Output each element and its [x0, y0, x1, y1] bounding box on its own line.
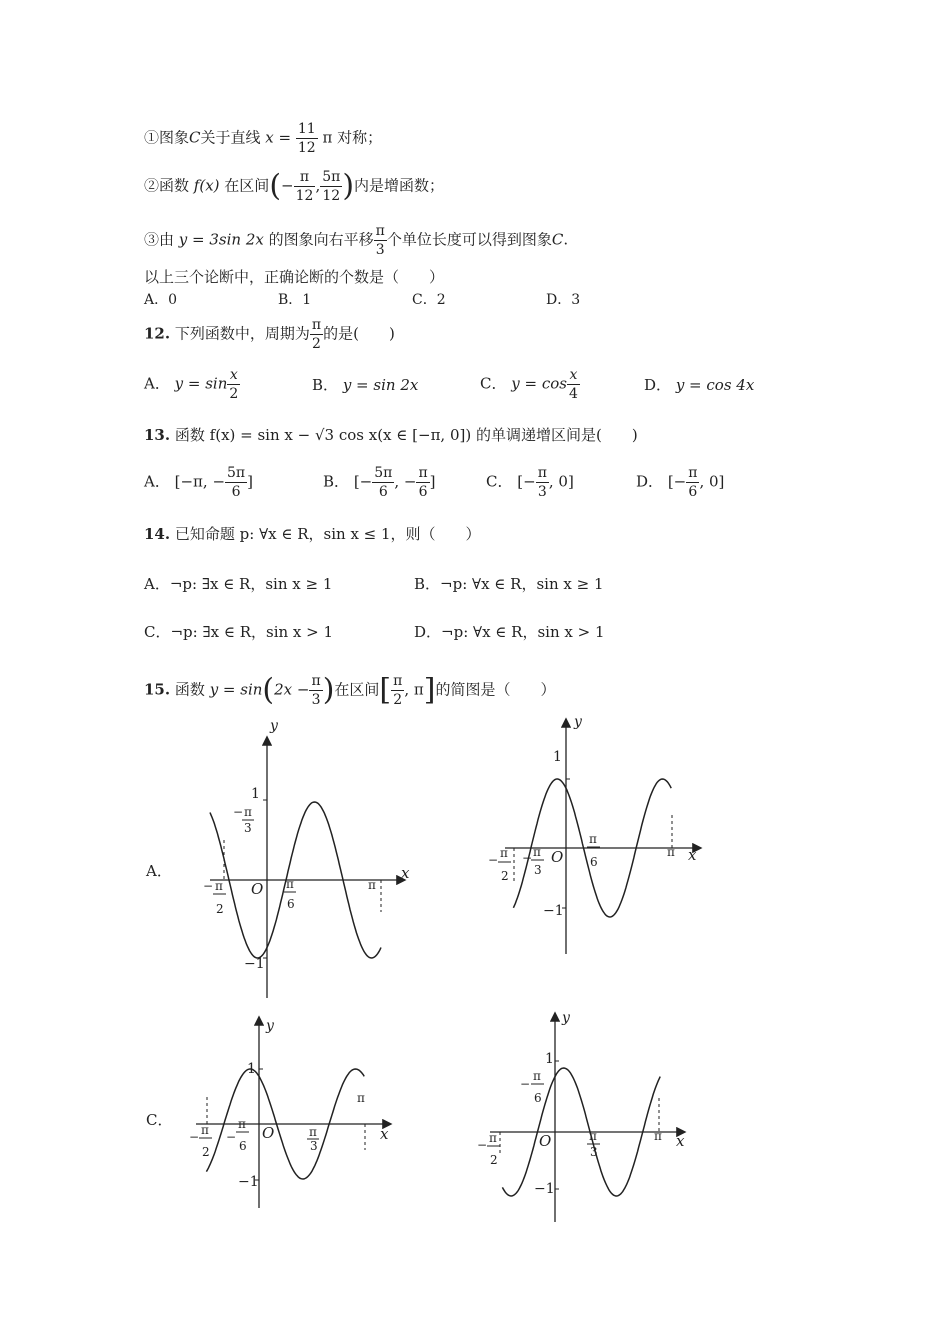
graph-b-x-label: x: [688, 846, 697, 864]
graph-c-xlab1-minus: −: [189, 1130, 200, 1144]
q15-label-c[interactable]: C．: [146, 1111, 173, 1129]
q12-option-c[interactable]: C． y = cos $\frac{x}{4}$: [480, 367, 578, 402]
graph-a-y-negone: −1: [244, 956, 265, 972]
graph-c-xlab3-pi: π: [309, 1125, 317, 1139]
graph-b-xlab2-den: 3: [534, 863, 542, 877]
q13-option-a[interactable]: A． [−π, − $\frac{5\pi}{6}$ ]: [144, 465, 253, 500]
q11-option-d[interactable]: D．3: [546, 292, 581, 308]
q14-stem: 14. 已知命题 p: ∀x ∈ R，sin x ≤ 1，则（ ）: [144, 525, 481, 543]
graph-d-xlab1-den: 2: [490, 1153, 498, 1167]
graph-b-y-label: y: [574, 714, 582, 730]
graph-c-xlab2-pi: π: [238, 1117, 246, 1131]
graph-b-xlab1-minus: −: [488, 853, 499, 867]
graph-b-origin: O: [551, 848, 564, 866]
graph-a-x-label: x: [401, 864, 410, 882]
graph-b-y-negone: −1: [543, 903, 564, 919]
graph-b-xlab2-minus: −: [522, 851, 533, 865]
graph-d-xlab1-pi: π: [489, 1131, 497, 1145]
q13-option-c[interactable]: C． [− $\frac{\pi}{3}$ , 0]: [486, 465, 574, 500]
q12-option-a[interactable]: A． y = sin $\frac{x}{2}$: [144, 367, 239, 402]
graph-d-xlab1-minus: −: [477, 1138, 488, 1152]
graph-d-xlab2-den: 3: [590, 1145, 598, 1159]
graph-c-xlab1-den: 2: [202, 1145, 210, 1159]
graph-a-ylab-pi: π: [244, 805, 252, 819]
q14-option-d[interactable]: D．¬p: ∀x ∈ R，sin x > 1: [414, 623, 605, 641]
q11-option-b[interactable]: B．1: [278, 292, 312, 308]
graph-d-ylab-pi: π: [533, 1069, 541, 1083]
graph-a-origin: O: [251, 880, 264, 898]
graph-c-xlab1-pi: π: [201, 1123, 209, 1137]
graph-d-ylab-minus: −: [520, 1077, 531, 1091]
graph-c-xlab3-den: 3: [310, 1139, 318, 1153]
q11-statement-1: ①图象C关于直线 x = $\frac{11}{12}$ π 对称；: [144, 121, 383, 156]
graph-d-origin: O: [539, 1132, 552, 1150]
graph-c-xlab2-minus: −: [226, 1130, 237, 1144]
q13-option-d[interactable]: D． [− $\frac{\pi}{6}$ , 0]: [636, 465, 725, 500]
q12-option-d[interactable]: D． y = cos 4x: [644, 376, 755, 394]
graph-d-y-negone: −1: [534, 1181, 555, 1197]
graph-d[interactable]: [477, 1010, 685, 1222]
q15-label-a[interactable]: A．: [146, 862, 172, 880]
graph-d-xlab2-pi: π: [589, 1129, 597, 1143]
graph-a[interactable]: [203, 718, 410, 998]
q14-option-b[interactable]: B．¬p: ∀x ∈ R，sin x ≥ 1: [414, 575, 604, 593]
q14-option-a[interactable]: A．¬p: ∃x ∈ R，sin x ≥ 1: [144, 575, 333, 593]
graph-c[interactable]: [189, 1018, 390, 1208]
graph-d-x-label: x: [676, 1132, 685, 1150]
q15-stem: 15. 函数 y = sin(2x − $\frac{\pi}{3}$ )在区间[ $\frac{\pi}{2}$ , π]的简图是（ ）: [144, 672, 556, 708]
graph-c-y-one: 1: [247, 1061, 256, 1077]
graph-d-y-label: y: [562, 1010, 570, 1026]
graph-a-xlab3-pi: π: [368, 878, 376, 892]
q11-option-c[interactable]: C．2: [412, 292, 446, 308]
graph-d-y-one: 1: [545, 1051, 554, 1067]
graph-c-origin: O: [262, 1124, 275, 1142]
q13-stem: 13. 函数 f(x) = sin x − √3 cos x(x ∈ [−π, 0]) 的单调递增区间是( ): [144, 426, 638, 444]
q11-statement-2: ②函数 f(x) 在区间(− $\frac{\pi}{12}$ , $\frac{5\pi}{12}$ )内是增函数；: [144, 168, 445, 204]
graph-b-xlab4-pi: π: [667, 845, 675, 859]
graph-b-xlab1-pi: π: [500, 846, 508, 860]
graph-a-xlab1-pi: π: [215, 879, 223, 893]
q13-option-b[interactable]: B． [− $\frac{5\pi}{6}$ , − $\frac{\pi}{6}$ ]: [323, 465, 436, 500]
q11-question: 以上三个论断中，正确论断的个数是（ ）: [144, 268, 445, 286]
graph-c-y-label: y: [266, 1018, 274, 1034]
q12-option-b[interactable]: B． y = sin 2x: [312, 376, 419, 394]
q12-stem: 12. 下列函数中，周期为 $\frac{\pi}{2}$ 的是( ): [144, 317, 395, 352]
graph-b-xlab3-pi: π: [589, 832, 597, 846]
graph-b[interactable]: [488, 714, 700, 954]
graph-b-xlab3-den: 6: [590, 855, 598, 869]
q11-statement-3: ③由 y = 3sin 2x 的图象向右平移 $\frac{\pi}{3}$ 个单位长度可以得到图象C.: [144, 223, 569, 258]
graph-d-xlab3-pi: π: [654, 1129, 662, 1143]
graph-a-xlab2-pi: π: [286, 877, 294, 891]
graph-a-xlab1-den: 2: [216, 902, 224, 916]
graph-a-y-label: y: [270, 718, 278, 734]
q14-option-c[interactable]: C．¬p: ∃x ∈ R，sin x > 1: [144, 623, 334, 641]
q11-option-a[interactable]: A．0: [144, 292, 178, 308]
graph-d-ylab-den: 6: [534, 1091, 542, 1105]
graph-b-y-one: 1: [553, 749, 562, 765]
graph-a-ylab-den: 3: [244, 821, 252, 835]
graph-c-pi-label: π: [357, 1091, 365, 1105]
graph-b-xlab1-den: 2: [501, 869, 509, 883]
graph-a-xlab2-den: 6: [287, 897, 295, 911]
graph-c-x-label: x: [380, 1125, 389, 1143]
graph-a-ylab-minus: −: [233, 805, 244, 819]
graph-a-y-one: 1: [251, 786, 260, 802]
graph-c-xlab2-den: 6: [239, 1139, 247, 1153]
graph-b-xlab2-pi: π: [533, 845, 541, 859]
graph-a-xlab1-minus: −: [203, 879, 214, 893]
graph-c-y-negone: −1: [238, 1174, 259, 1190]
